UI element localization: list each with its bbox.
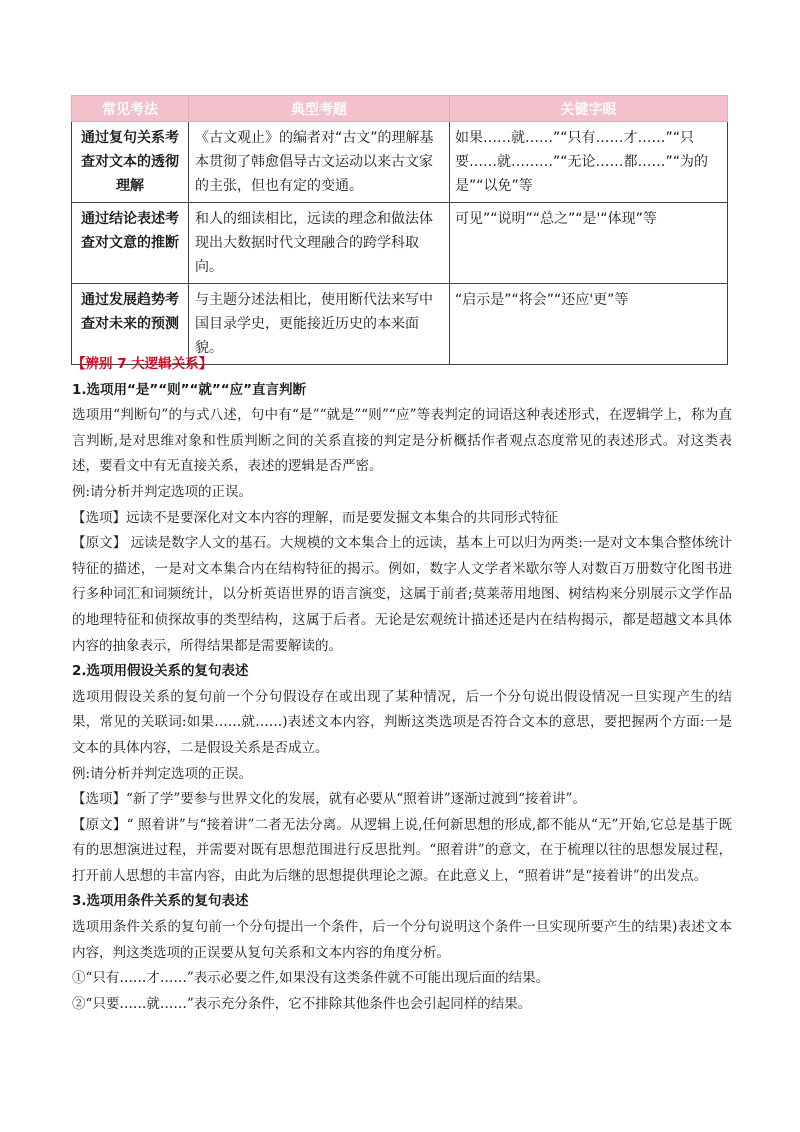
option-text: 【选项】远读不是要深化对文本内容的理解，而是要发掘文本集合的共同形式特征 [72,509,558,526]
keywords-cell: 可见”“说明”“总之”“是'“体现”等 [450,203,728,284]
table-row [72,122,728,203]
original-text: 【原文】“ 照着讲”与“接着讲”二者无法分离。从逻辑上说,任何新思想的形成,都不能从“无”开始,它总是基于既有的思想演进过程，并需要对既有思想范围进行反思批判。“照着讲”的意文，在于梳理以往的思想发展过程，打开前人思想的丰富内容，由此为后继的思想提供理论之源。在此意义上，“照着讲”是“接着讲”的出发点。 [72,816,732,884]
method-cell: 通过发展趋势考查对未来的预测 [72,284,189,365]
paragraph: 选项用条件关系的复句前一个分句提出一个条件，后一个分句说明这个条件一旦实现所要产生的结果)表述文本内容，判这类选项的正误要从复句关系和文本内容的角度分析。 [72,919,732,961]
option-text: 【选项】“新了学”要参与世界文化的发展，就有必要从“照着讲”逐渐过渡到“接着讲”。 [72,791,586,808]
example-prompt: 例:请分析并判定选项的正误。 [72,765,253,782]
keywords-cell: “启示是”“将会”“还应'更”等 [450,284,728,365]
original-text: 【原文】 远读是数字人文的基石。大规模的文本集合上的远读，基本上可以归为两类:一是对文本集合整体统计特征的描述，一是对文本集合内在结构特征的揭示。例如，数字人文学者米歇尔等人对数百万册数守化图书进行多种词汇和词频统计，以分析英语世界的语言演变，这属于前者;莫莱蒂用地图、树结构来分别展示文学作品的地理特征和侦探故事的类型结构，这属于后者。无论是宏观统计描述还是内在结构揭示，都是超越文本具体内容的抽象表示，所得结果都是需要解读的。 [72,535,732,654]
heading-2: 2.选项用假设关系的复句表述 [72,663,249,680]
keywords-cell: 如果……就……”“只有……才……”“只要……就………”“无论……都……”“为的是”“以免”等 [450,122,728,203]
method-cell: 通过结论表述考查对文意的推断 [72,203,189,284]
main-text [72,352,732,1017]
point-item: ①“只有……才……”表示必要之件,如果没有这类条件就不可能出现后面的结果。 [72,970,550,987]
section-tag: 【辨别 7 大逻辑关系】 [72,356,213,372]
question-cell: 与主题分述法相比，使用断代法来写中国目录学史，更能接近历史的本来面貌。 [189,284,450,365]
header-keywords: 关键字眼 [450,96,728,122]
heading-3: 3.选项用条件关系的复句表述 [72,893,249,910]
header-question: 典型考题 [189,96,450,122]
paragraph: 选项用“判断句”的与式八述，句中有“是”“就是”“则”“应”等表判定的词语这种表述形式，在逻辑学上，称为直言判断,是对思维对象和性质判断之间的关系直接的判定是分析概括作者观点态度常见的表述形式。对这类表述，要看文中有无直接关系，表述的逻辑是否严密。 [72,407,732,475]
method-cell: 通过复句关系考查对文本的透彻理解 [72,122,189,203]
header-method: 常见考法 [72,96,189,122]
point-item: ②“只要……就……”表示充分条件，它不排除其他条件也会引起同样的结果。 [72,995,532,1012]
exam-method-table [71,95,728,365]
heading-1: 1.选项用“是”“则”“就”“应”直言判断 [72,381,307,398]
paragraph: 选项用假设关系的复句前一个分句假设存在或出现了某种情况，后一个分句说出假设情况一旦实现产生的结果，常见的关联词:如果……就……)表述文本内容，判断这类选项是否符合文本的意思，要把握两个方面:一是文本的具体内容，二是假设关系是否成立。 [72,688,732,756]
table-header-row [72,96,728,122]
example-prompt: 例:请分析并判定选项的正误。 [72,483,253,500]
question-cell: 《古文观止》的编者对“古文”的理解基本贯彻了韩愈倡导古文运动以来古文家的主张，但也有定的变通。 [189,122,450,203]
question-cell: 和人的细读相比，远读的理念和做法体现出大数据时代文理融合的跨学科取向。 [189,203,450,284]
table-row [72,203,728,284]
